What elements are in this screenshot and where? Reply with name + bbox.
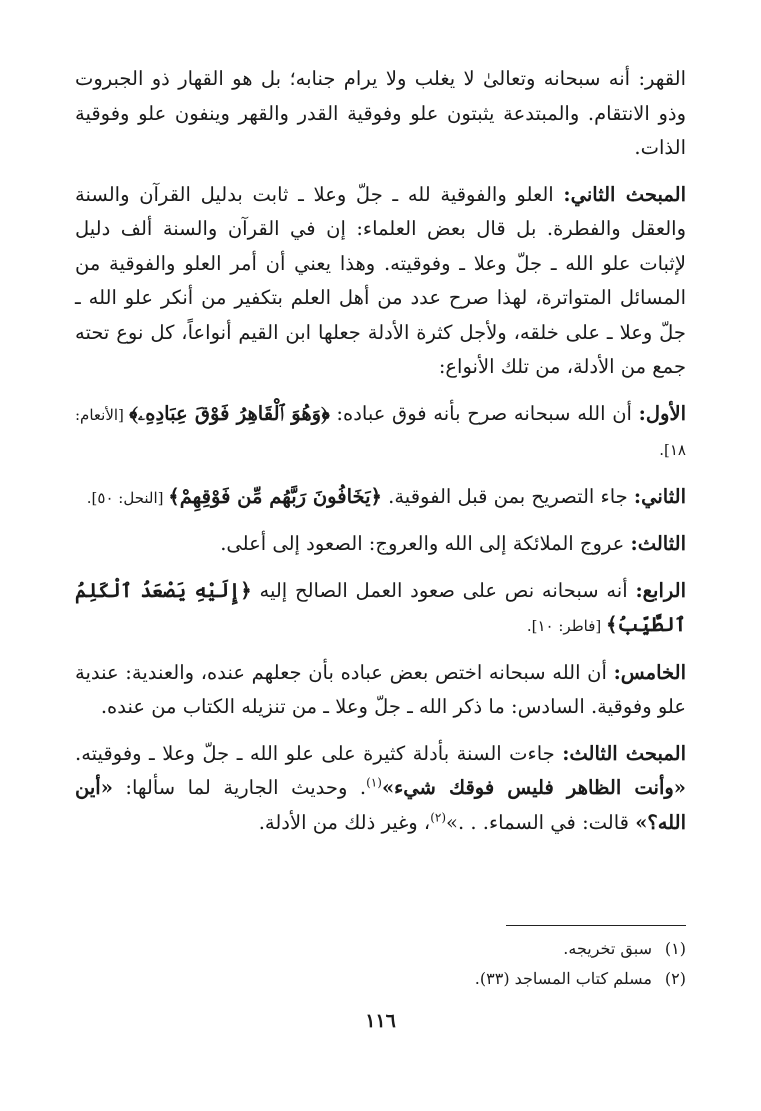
paragraph-fourth-type	[75, 574, 686, 644]
verse-reference: [الأنعام: ١٨].	[75, 405, 686, 459]
footnotes	[75, 934, 686, 994]
item-heading: الرابع:	[635, 578, 686, 602]
quran-verse: ﴿وَهُوَ ٱلْقَاهِرُ فَوْقَ عِبَادِهِۦ﴾	[129, 401, 330, 425]
paragraph-text: عروج الملائكة إلى الله والعروج: الصعود إلى أعلى.	[220, 532, 631, 555]
footnote-marker: (٢)	[430, 810, 447, 824]
footnote-divider	[506, 925, 686, 926]
verse-reference: [النحل: ٥٠].	[86, 488, 169, 507]
paragraph-section-two	[75, 178, 686, 385]
paragraph-text: أن الله سبحانه صرح بأنه فوق عباده:	[329, 401, 639, 425]
paragraph-fifth-type	[75, 656, 686, 725]
paragraph-text: . وحديث الجارية لما سألها:	[112, 776, 367, 799]
paragraph-first-type	[75, 397, 686, 468]
hadith-quote: «وأنت الظاهر فليس فوقك شيء»	[381, 776, 686, 799]
paragraph-section-three	[75, 737, 686, 841]
page-number: ١١٦	[365, 1010, 396, 1032]
paragraph-text: القهر: أنه سبحانه وتعالىٰ لا يغلب ولا يرام جنابه؛ بل هو القهار ذو الجبروت وذو الانتقام. والمبتدعة يثبتون علو وفوقية القدر والقهر وينفون علو وفوقية الذات.	[75, 67, 686, 159]
paragraph-text: ، وغير ذلك من الأدلة.	[258, 810, 431, 834]
item-heading: الثاني:	[633, 484, 686, 508]
paragraph-intro	[75, 62, 686, 166]
quran-verse: ﴿إِلَيْهِ يَصْعَدُ ٱلْكَلِمُ ٱلطَّيِّبُ﴾	[75, 578, 686, 636]
verse-reference: [فاطر: ١٠].	[526, 617, 607, 635]
paragraph-third-type	[75, 527, 686, 562]
quran-verse: ﴿يَخَافُونَ رَبَّهُم مِّن فَوْقِهِمْ﴾	[168, 484, 382, 508]
paragraph-text: جاء التصريح بمن قبل الفوقية.	[381, 484, 634, 508]
footnote-text: سبق تخريجه.	[563, 939, 652, 958]
paragraph-text: جاءت السنة بأدلة كثيرة على علو الله ـ جلّ وعلا ـ وفوقيته.	[75, 741, 563, 765]
paragraph-text: أنه سبحانه نص على صعود العمل الصالح إليه	[251, 578, 636, 602]
paragraph-second-type	[75, 480, 686, 516]
footnote-marker: (١)	[366, 775, 382, 790]
footnote-text: مسلم كتاب المساجد (٣٣).	[474, 969, 652, 988]
paragraph-text: العلو والفوقية لله ـ جلّ وعلا ـ ثابت بدليل القرآن والسنة والعقل والفطرة. بل قال بعض العلماء: إن في القرآن والسنة ألف دليل لإثبات علو الله ـ جلّ وعلا ـ وفوقيته. وهذا يعني أن أمر العلو والفوقية من المسائل المتواترة، لهذا صرح عدد من أهل العلم بتكفير من أنكر علو الله ـ جلّ وعلا ـ على خلقه، ولأجل كثرة الأدلة جعلها ابن القيم أنواعاً، كل نوع تحته جمع من الأدلة، من تلك الأنواع:	[75, 182, 686, 378]
footnote-number: (١)	[664, 939, 686, 958]
section-heading: المبحث الثاني:	[563, 182, 686, 206]
item-heading: الأول:	[638, 401, 686, 425]
section-heading: المبحث الثالث:	[562, 741, 687, 765]
footnote	[75, 934, 686, 964]
hadith-quote: «أين الله؟»	[75, 776, 686, 834]
footnote	[75, 964, 686, 994]
item-heading: الخامس:	[613, 660, 686, 684]
paragraph-text: قالت: في السماء. . .»	[446, 810, 636, 834]
item-heading: الثالث:	[630, 532, 686, 555]
paragraph-text: أن الله سبحانه اختص بعض عباده بأن جعلهم عنده، والعندية: عندية علو وفوقية. السادس: ما ذكر الله ـ جلّ وعلا ـ من تنزيله الكتاب من عنده.	[75, 660, 686, 718]
footnote-number: (٢)	[664, 969, 686, 988]
